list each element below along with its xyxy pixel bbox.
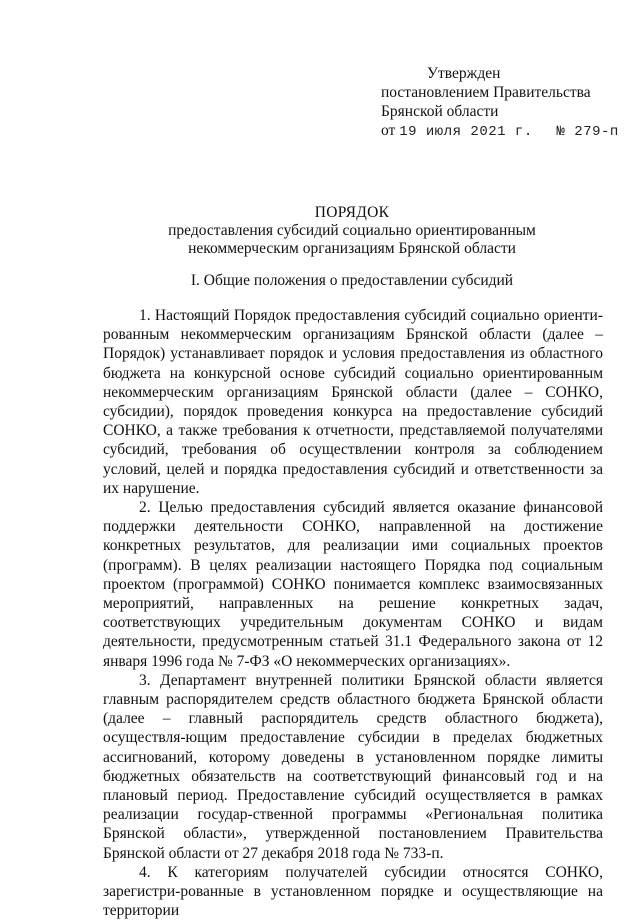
approval-number: № 279-п xyxy=(556,124,619,140)
document-subtitle-line2: некоммерческим организациям Брянской области xyxy=(188,240,516,257)
document-body xyxy=(103,306,603,921)
approval-date-prefix: от xyxy=(381,122,396,139)
paragraph-1: 1. Настоящий Порядок предоставления субсидий социально ориенти-рованным некоммерческим организациям Брянской области (далее – Порядок) устанавливает порядок и условия предоставления из областного бюджета на конкурсной основе субсидий социально ориентированным некоммерческим организациям Брянской области (далее – СОНКО, субсидии), порядок проведения конкурса на предоставление субсидий СОНКО, а также требования к отчетности, представляемой получателями субсидий, требования об осуществлении контроля за соблюдением условий, целей и порядка предоставления субсидий и ответственности за их нарушение. xyxy=(103,307,603,497)
section-heading: I. Общие положения о предоставлении субсидий xyxy=(190,272,514,289)
approval-line-approved: Утвержден xyxy=(427,65,501,82)
paragraph-4: 4. К категориям получателей субсидии относятся СОНКО, зарегистри-рованные в установленном порядке и осуществляющие на территории xyxy=(103,863,603,920)
document-title: ПОРЯДОК xyxy=(314,204,390,221)
paragraph-2: 2. Целью предоставления субсидий является оказание финансовой поддержки деятельности СОНКО, направленной на достижение конкретных результатов, для реализации ими социальных проектов (программ). В целях реализации настоящего Порядка под социальным проектом (программой) СОНКО понимается комплекс взаимосвязанных мероприятий, направленных на решение конкретных задач, соответствующих учредительным документам СОНКО и видам деятельности, предусмотренным статьей 31.1 Федерального закона от 12 января 1996 года № 7-ФЗ «О некоммерческих организациях». xyxy=(103,499,603,670)
document-title-block xyxy=(60,204,640,258)
document-subtitle-line1: предоставления субсидий социально ориентированным xyxy=(168,222,536,239)
approval-line-region: Брянской области xyxy=(381,103,499,120)
approval-date-line xyxy=(381,121,621,142)
approval-stamp xyxy=(381,64,621,142)
approval-line-resolution: постановлением Правительства xyxy=(381,84,591,101)
approval-date: 19 июля 2021 г. xyxy=(399,124,533,140)
paragraph-3: 3. Департамент внутренней политики Брянской области является главным распорядителем средств областного бюджета Брянской области (далее – главный распорядитель средств областного бюджета), осуществля-ющим предоставление субсидии в пределах бюджетных ассигнований, которому доведены в установленном порядке лимиты бюджетных обязательств на соответствующий финансовый год и на плановый период. Предоставление субсидий осуществляется в рамках реализации государ-ственной программы «Региональная политика Брянской области», утвержденной постановлением Правительства Брянской области от 27 декабря 2018 года № 733-п. xyxy=(103,671,603,862)
